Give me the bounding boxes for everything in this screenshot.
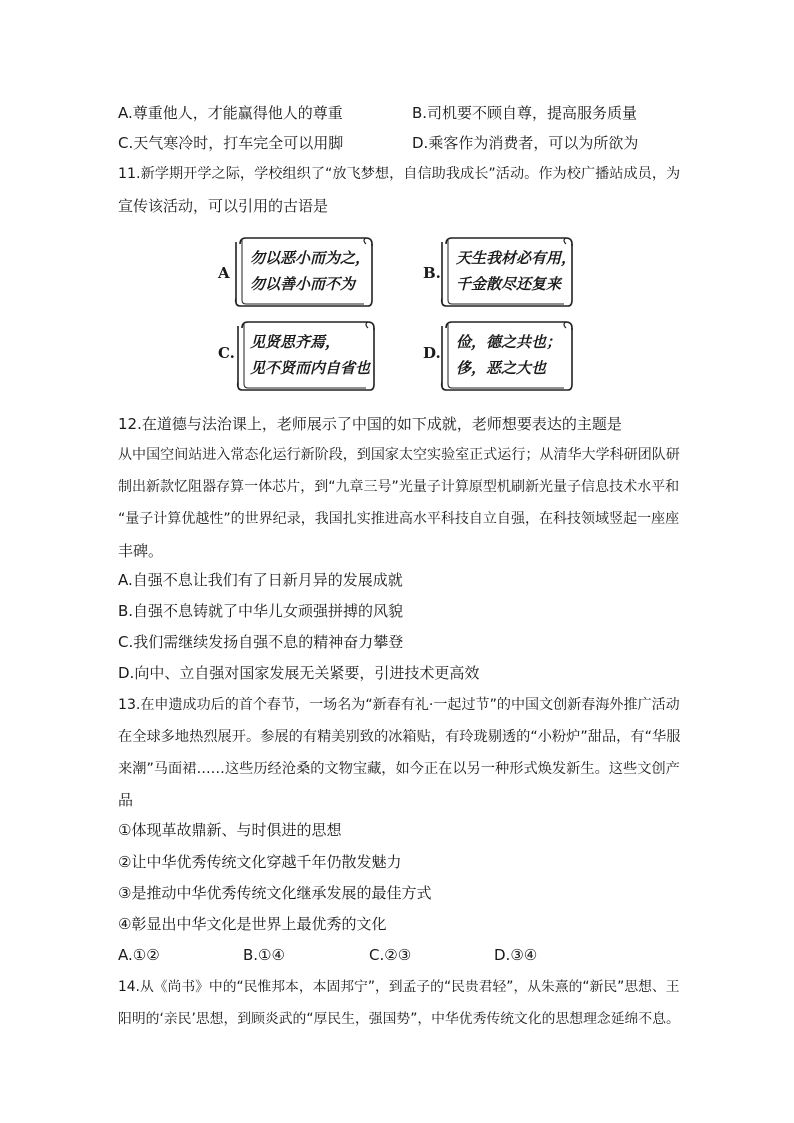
- q13-stem-line3: 来潮”马面裙……这些历经沧桑的文物宝藏，如今正在以另一种形式焕发新生。这些文创产: [118, 761, 680, 777]
- q12-option-a: A.自强不息让我们有了日新月异的发展成就: [118, 571, 403, 589]
- scroll-b: [438, 236, 576, 308]
- q13-stem-line2: 在全球多地热烈展开。参展的有精美别致的冰箱贴，有玲珑剔透的“小粉炉”甜品，有“华服: [118, 729, 681, 745]
- q10-option-c: C.天气寒冷时，打车完全可以用脚: [118, 134, 344, 152]
- scroll-d-line2: 侈，恶之大也: [456, 359, 547, 377]
- q12-material-line1: 从中国空间站进入常态化运行新阶段，到国家太空实验室正式运行；从清华大学科研团队研: [118, 447, 680, 463]
- q13-choice-1: ①体现革故鼎新、与时俱进的思想: [118, 821, 342, 839]
- scroll-b-line2: 千金散尽还复来: [456, 275, 562, 293]
- scroll-c: [234, 320, 378, 392]
- scroll-c-line2: 见不贤而内自省也: [250, 359, 371, 377]
- q12-option-b: B.自强不息铸就了中华儿女顽强拼搏的风貌: [118, 602, 404, 620]
- q14-stem-line2: 阳明的‘亲民’思想，到顾炎武的“厚民生，强国势”，中华优秀传统文化的思想理念延绵不息。: [118, 1011, 680, 1027]
- q13-choice-2: ②让中华优秀传统文化穿越千年仍散发魅力: [118, 853, 402, 871]
- q11-stem-line1: 11.新学期开学之际，学校组织了“放飞梦想，自信助我成长”活动。作为校广播站成员，为: [118, 166, 681, 182]
- scroll-b-line1: 天生我材必有用，: [456, 249, 577, 267]
- q13-choice-4: ④彰显出中华文化是世界上最优秀的文化: [118, 915, 387, 933]
- q13-option-b: B.①④: [243, 946, 285, 964]
- q11-stem-line2: 宣传该活动，可以引用的古语是: [118, 197, 329, 215]
- q13-choice-3: ③是推动中华优秀传统文化继承发展的最佳方式: [118, 884, 432, 902]
- scroll-c-letter: C.: [218, 344, 235, 362]
- scroll-c-line1: 见贤思齐焉，: [250, 333, 341, 351]
- scroll-a-letter: A: [218, 264, 230, 282]
- q12-material-line3: “量子计算优越性”的世界纪录，我国扎实推进高水平科技自立自强，在科技领域竖起一座座: [118, 511, 680, 527]
- scroll-d: [438, 320, 576, 392]
- q13-option-a: A.①②: [118, 946, 160, 964]
- q13-option-d: D.③④: [494, 946, 538, 964]
- scroll-a-line2: 勿以善小而不为: [250, 275, 356, 293]
- scroll-a: [232, 236, 376, 308]
- scroll-a-line1: 勿以恶小而为之，: [250, 249, 371, 267]
- q13-stem-line1: 13.在申遗成功后的首个春节，一场名为“新春有礼·一起过节”的中国文创新春海外推广活动: [118, 697, 680, 713]
- q12-stem: 12.在道德与法治课上，老师展示了中国的如下成就，老师想要表达的主题是: [118, 415, 622, 433]
- scroll-b-letter: B.: [423, 264, 441, 282]
- q10-option-a: A.尊重他人，才能赢得他人的尊重: [118, 104, 343, 122]
- q12-material-line4: 丰碑。: [118, 542, 164, 560]
- q12-material-line2: 制出新款忆阻器存算一体芯片，到“九章三号”光量子计算原型机刷新光量子信息技术水平和: [118, 479, 680, 495]
- q12-option-c: C.我们需继续发扬自强不息的精神奋力攀登: [118, 633, 404, 651]
- q10-option-b: B.司机要不顾自尊，提高服务质量: [412, 104, 638, 122]
- q13-stem-line4: 品: [118, 791, 134, 809]
- q10-option-d: D.乘客作为消费者，可以为所欲为: [412, 134, 639, 152]
- scroll-d-line1: 俭，德之共也；: [456, 333, 562, 351]
- q12-option-d: D.向中、立自强对国家发展无关紧要，引进技术更高效: [118, 664, 480, 682]
- q14-stem-line1: 14.从《尚书》中的“民惟邦本，本固邦宁”，到孟子的“民贵君轻”，从朱熹的“新民”思想、王: [118, 979, 680, 995]
- scroll-d-letter: D.: [423, 344, 441, 362]
- q13-option-c: C.②③: [369, 946, 412, 964]
